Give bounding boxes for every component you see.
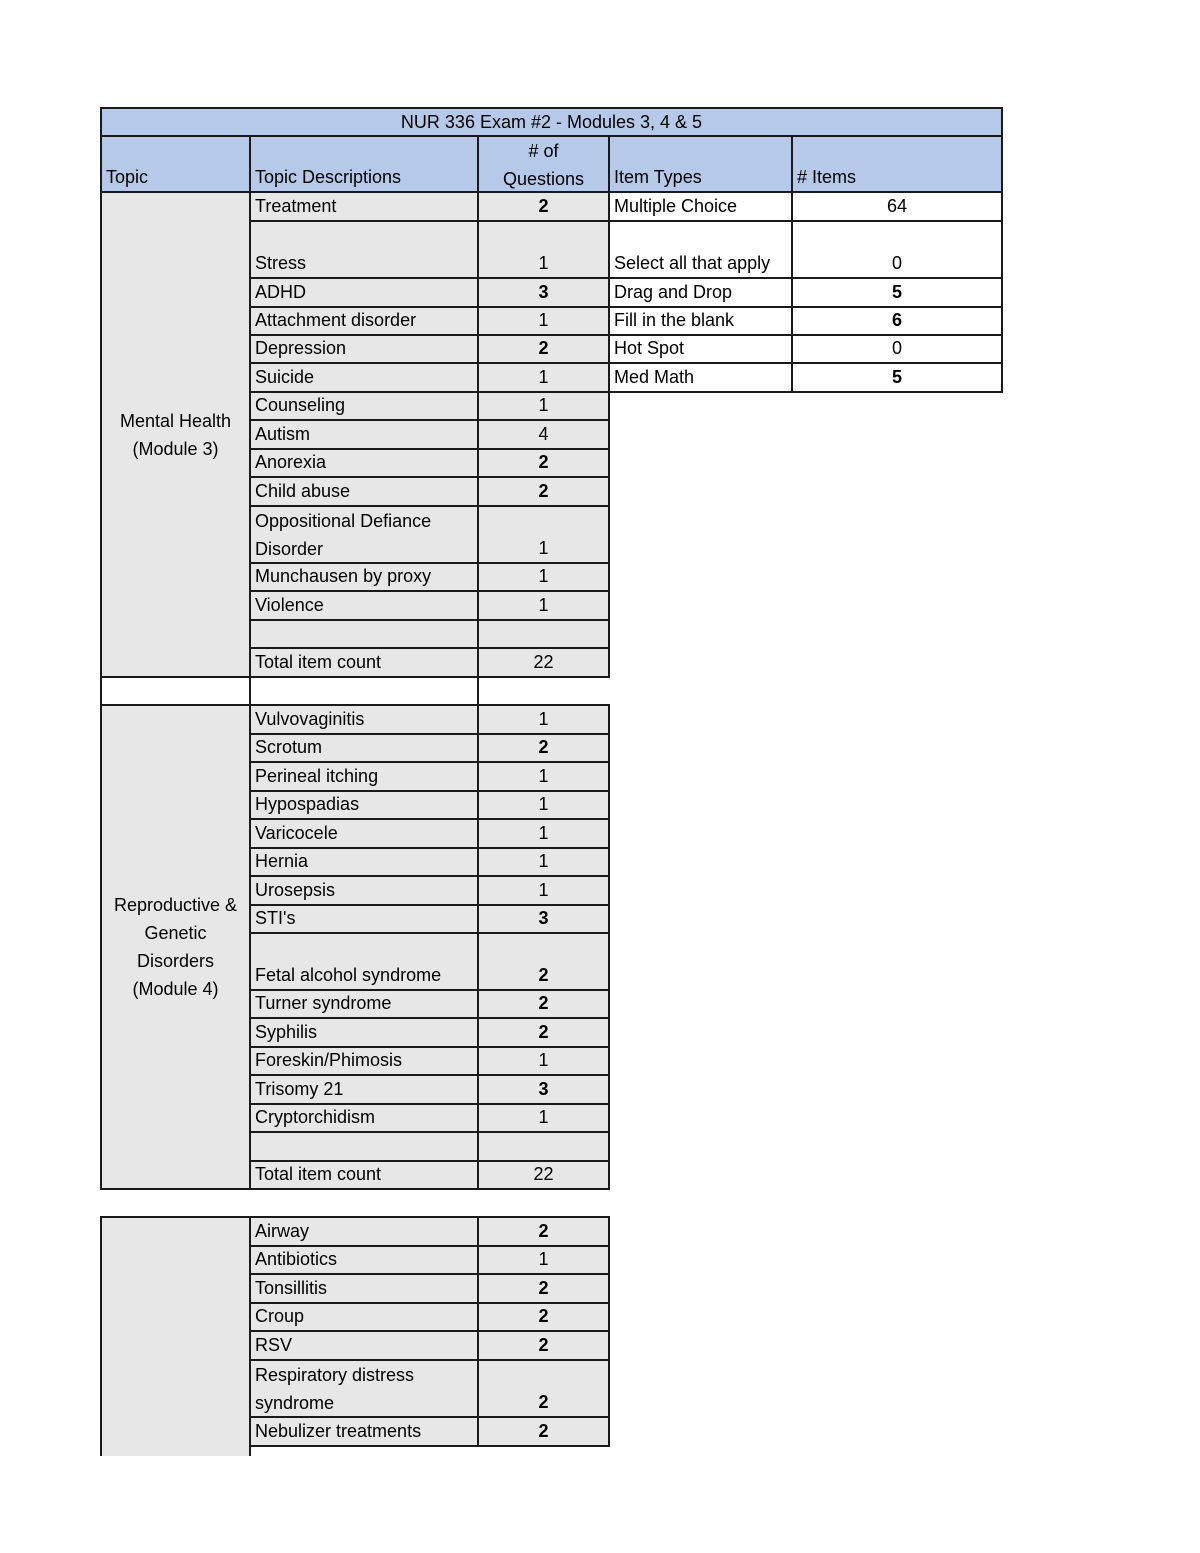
item-count-med-math: 5	[791, 362, 1003, 393]
topic-mental-health-line2: (Module 3)	[132, 438, 219, 459]
desc-suicide: Suicide	[249, 362, 479, 393]
desc-depression: Depression	[249, 334, 479, 364]
desc-fetal-alcohol-syndrome: Fetal alcohol syndrome	[249, 932, 479, 991]
count-depression: 2	[477, 334, 610, 364]
item-type-fill-in-the-blank: Fill in the blank	[608, 306, 793, 336]
topic-reproductive-line3: Disorders	[136, 951, 214, 971]
item-type-multiple-choice: Multiple Choice	[608, 191, 793, 222]
desc-treatment: Treatment	[249, 191, 479, 222]
count-nebulizer-treatments: 2	[477, 1416, 610, 1447]
header-question-count-line2: Questions	[502, 169, 585, 189]
item-count-fill-in-the-blank: 6	[791, 306, 1003, 336]
desc-adhd: ADHD	[249, 277, 479, 308]
count-total-item-count-2: 22	[477, 1160, 610, 1190]
count-empty	[477, 619, 610, 649]
count-turner-syndrome: 2	[477, 989, 610, 1019]
desc-empty	[249, 619, 479, 649]
item-count-hot-spot: 0	[791, 334, 1003, 364]
count-perineal-itching: 1	[477, 761, 610, 792]
desc-trisomy-21: Trisomy 21	[249, 1074, 479, 1105]
item-type-med-math: Med Math	[608, 362, 793, 393]
desc-tonsillitis: Tonsillitis	[249, 1273, 479, 1304]
count-counseling: 1	[477, 391, 610, 421]
topic-mental-health	[100, 191, 251, 678]
header-topic: Topic	[100, 135, 251, 193]
desc-croup: Croup	[249, 1302, 479, 1332]
desc-rds-line1: Respiratory distress	[255, 1365, 415, 1385]
desc-varicocele: Varicocele	[249, 818, 479, 849]
count-varicocele: 1	[477, 818, 610, 849]
count-autism: 4	[477, 419, 610, 450]
desc-empty-2	[249, 1131, 479, 1162]
desc-turner-syndrome: Turner syndrome	[249, 989, 479, 1019]
desc-child-abuse: Child abuse	[249, 476, 479, 507]
desc-anorexia: Anorexia	[249, 448, 479, 478]
count-tonsillitis: 2	[477, 1273, 610, 1304]
count-trisomy-21: 3	[477, 1074, 610, 1105]
topic-reproductive-line4: (Module 4)	[132, 979, 219, 999]
topic-reproductive-line1: Reproductive &	[113, 895, 238, 915]
header-question-count-line1: # of	[528, 141, 559, 161]
header-topic-descriptions: Topic Descriptions	[249, 135, 479, 193]
desc-nebulizer-treatments: Nebulizer treatments	[249, 1416, 479, 1447]
desc-munchausen: Munchausen by proxy	[249, 562, 479, 592]
count-total-item-count: 22	[477, 647, 610, 678]
desc-total-item-count-2: Total item count	[249, 1160, 479, 1190]
item-type-hot-spot: Hot Spot	[608, 334, 793, 364]
item-count-select-all: 0	[791, 220, 1003, 279]
count-empty-2	[477, 1131, 610, 1162]
count-croup: 2	[477, 1302, 610, 1332]
desc-oppositional-defiance-disorder	[249, 505, 479, 564]
desc-perineal-itching: Perineal itching	[249, 761, 479, 792]
count-adhd: 3	[477, 277, 610, 308]
desc-hernia: Hernia	[249, 847, 479, 877]
count-stis: 3	[477, 904, 610, 934]
count-attachment-disorder: 1	[477, 306, 610, 336]
count-urosepsis: 1	[477, 875, 610, 906]
count-syphilis: 2	[477, 1017, 610, 1048]
desc-urosepsis: Urosepsis	[249, 875, 479, 906]
desc-hypospadias: Hypospadias	[249, 790, 479, 820]
desc-odd-line1: Oppositional Defiance	[255, 511, 432, 531]
item-type-drag-and-drop: Drag and Drop	[608, 277, 793, 308]
desc-antibiotics: Antibiotics	[249, 1245, 479, 1275]
count-rsv: 2	[477, 1330, 610, 1361]
count-foreskin-phimosis: 1	[477, 1046, 610, 1076]
desc-stress: Stress	[249, 220, 479, 279]
desc-respiratory-distress-syndrome	[249, 1359, 479, 1418]
topic-mental-health-line1: Mental Health	[119, 410, 232, 431]
header-item-types: Item Types	[608, 135, 793, 193]
count-oppositional-defiance-disorder: 1	[477, 505, 610, 564]
desc-rds-line2: syndrome	[255, 1393, 335, 1413]
desc-syphilis: Syphilis	[249, 1017, 479, 1048]
desc-scrotum: Scrotum	[249, 733, 479, 763]
desc-foreskin-phimosis: Foreskin/Phimosis	[249, 1046, 479, 1076]
header-item-count: # Items	[791, 135, 1003, 193]
count-respiratory-distress-syndrome: 2	[477, 1359, 610, 1418]
desc-attachment-disorder: Attachment disorder	[249, 306, 479, 336]
item-count-multiple-choice: 64	[791, 191, 1003, 222]
desc-odd-line2: Disorder	[255, 539, 324, 559]
count-fetal-alcohol-syndrome: 2	[477, 932, 610, 991]
desc-vulvovaginitis: Vulvovaginitis	[249, 704, 479, 735]
spacer-desc	[249, 676, 479, 706]
header-question-count	[477, 135, 610, 193]
count-child-abuse: 2	[477, 476, 610, 507]
item-type-select-all: Select all that apply	[608, 220, 793, 279]
desc-cryptorchidism: Cryptorchidism	[249, 1103, 479, 1133]
spacer-topic	[100, 676, 251, 706]
desc-autism: Autism	[249, 419, 479, 450]
count-hernia: 1	[477, 847, 610, 877]
desc-counseling: Counseling	[249, 391, 479, 421]
desc-rsv: RSV	[249, 1330, 479, 1361]
desc-airway: Airway	[249, 1216, 479, 1247]
table-title: NUR 336 Exam #2 - Modules 3, 4 & 5	[100, 107, 1003, 137]
topic-reproductive-line2: Genetic	[144, 923, 207, 943]
topic-module-5	[100, 1216, 251, 1456]
desc-total-item-count: Total item count	[249, 647, 479, 678]
item-count-drag-and-drop: 5	[791, 277, 1003, 308]
topic-reproductive-genetic	[100, 704, 251, 1190]
desc-stis: STI's	[249, 904, 479, 934]
count-treatment: 2	[477, 191, 610, 222]
count-vulvovaginitis: 1	[477, 704, 610, 735]
desc-violence: Violence	[249, 590, 479, 621]
count-hypospadias: 1	[477, 790, 610, 820]
count-airway: 2	[477, 1216, 610, 1247]
count-antibiotics: 1	[477, 1245, 610, 1275]
count-suicide: 1	[477, 362, 610, 393]
count-stress: 1	[477, 220, 610, 279]
count-munchausen: 1	[477, 562, 610, 592]
count-violence: 1	[477, 590, 610, 621]
count-cryptorchidism: 1	[477, 1103, 610, 1133]
count-anorexia: 2	[477, 448, 610, 478]
count-scrotum: 2	[477, 733, 610, 763]
